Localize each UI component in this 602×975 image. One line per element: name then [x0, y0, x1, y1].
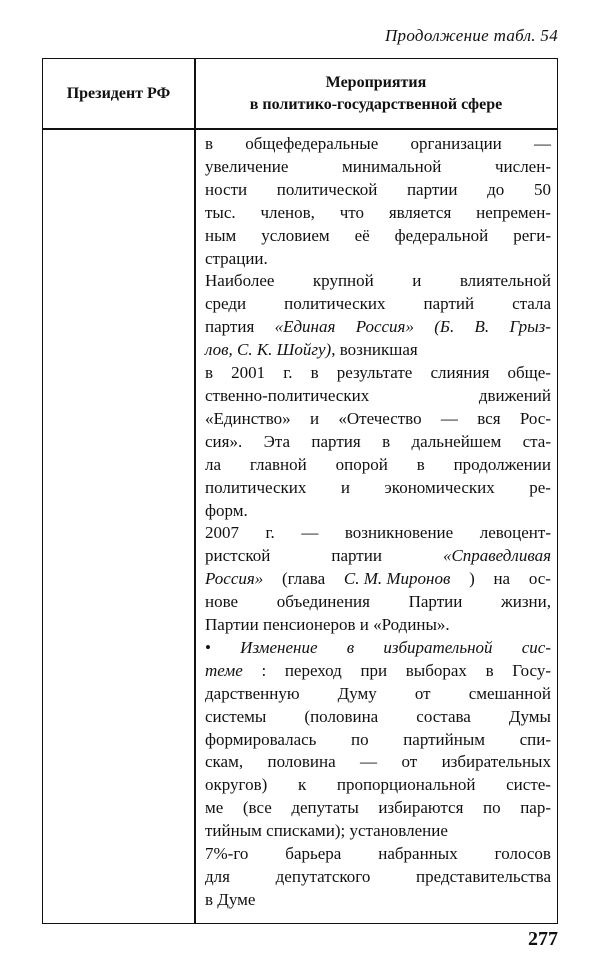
text-segment: 7%-го: [205, 844, 249, 864]
text-segment: теме: [205, 660, 243, 680]
page-number: 277: [528, 928, 558, 950]
text-segment: скам,: [205, 752, 244, 772]
text-segment: общефедеральные: [245, 134, 379, 153]
text-segment: , возникшая: [331, 340, 418, 360]
text-line: [205, 545, 551, 568]
text-segment: по: [483, 798, 501, 818]
text-segment: дальнейшем: [411, 431, 502, 451]
text-segment: :: [261, 660, 267, 680]
text-segment: тийным списками); установление: [205, 821, 448, 841]
text-segment: в: [205, 363, 214, 383]
text-segment: до: [487, 179, 505, 199]
text-segment: пропорциональной: [336, 775, 476, 795]
text-segment: Грыз-: [509, 317, 551, 337]
text-segment: организации: [410, 134, 502, 153]
text-segment: сия».: [205, 431, 243, 451]
text-line: [205, 454, 551, 477]
text-segment: Рос-: [519, 408, 551, 428]
text-line: [205, 133, 551, 156]
text-segment: (Б.: [434, 317, 455, 337]
text-line: [205, 179, 551, 202]
text-segment: 50: [533, 179, 551, 199]
text-segment: экономических: [384, 477, 495, 497]
text-segment: спи-: [519, 729, 551, 749]
text-segment: голосов: [494, 844, 551, 864]
text-segment: слияния: [430, 363, 490, 383]
text-segment: числен-: [495, 156, 551, 176]
text-line: [205, 477, 551, 500]
text-line: [205, 431, 551, 454]
text-segment: лов, С. К. Шойгу): [205, 340, 332, 360]
text-segment: реги-: [513, 225, 551, 245]
text-line: [205, 889, 551, 912]
text-line: [205, 408, 551, 431]
text-segment: в Думе: [205, 889, 256, 909]
text-segment: страции.: [205, 248, 268, 268]
text-segment: и: [412, 271, 422, 291]
text-segment: —: [440, 408, 458, 428]
text-segment: что: [339, 202, 364, 222]
text-segment: политических: [205, 477, 307, 497]
text-segment: от: [401, 752, 418, 772]
text-segment: Госу-: [512, 660, 551, 680]
text-line: [205, 339, 551, 362]
header-measures-line2: в политико-государственной сфере: [249, 95, 503, 113]
text-segment: избирательной: [383, 637, 493, 657]
text-segment: В.: [474, 317, 490, 337]
table-54: [42, 58, 558, 924]
text-segment: набранных: [378, 844, 458, 864]
text-segment: стала: [512, 294, 551, 314]
text-segment: политических: [284, 294, 386, 314]
text-line: [205, 866, 551, 889]
text-segment: ным: [205, 225, 237, 245]
text-line: [205, 774, 551, 797]
text-segment: в: [485, 660, 494, 680]
text-segment: (половина: [304, 706, 379, 726]
text-segment: непремен-: [476, 202, 551, 222]
text-line: [205, 270, 551, 293]
text-segment: «Единая: [274, 317, 336, 337]
text-segment: продолжении: [453, 454, 551, 474]
text-segment: в: [346, 637, 355, 657]
text-line: [205, 591, 551, 614]
text-segment: Эта: [263, 431, 291, 451]
text-segment: «Отечество: [338, 408, 422, 428]
text-segment: при: [360, 660, 388, 680]
text-segment: партии: [331, 546, 382, 566]
text-segment: минимальной: [342, 156, 442, 176]
text-segment: результате: [336, 363, 413, 383]
text-segment: тыс.: [205, 202, 236, 222]
text-segment: политической: [276, 179, 378, 199]
text-line: [205, 225, 551, 248]
text-segment: смешанной: [468, 683, 551, 703]
text-line: [205, 500, 551, 523]
text-segment: переход: [284, 660, 342, 680]
text-segment: к: [297, 775, 307, 795]
text-segment: —: [534, 134, 551, 153]
text-segment: ла: [205, 454, 222, 474]
text-segment: (все: [242, 798, 272, 818]
text-segment: барьера: [285, 844, 342, 864]
text-segment: «Справедливая: [442, 546, 551, 566]
text-segment: выборах: [405, 660, 467, 680]
text-line: [205, 522, 551, 545]
text-segment: среди: [205, 294, 247, 314]
text-segment: сис-: [521, 637, 551, 657]
text-segment: г.: [283, 363, 293, 383]
measures-cell-text: [205, 133, 551, 912]
text-segment: является: [388, 202, 452, 222]
text-line: [205, 729, 551, 752]
text-segment: избираются: [378, 798, 464, 818]
text-segment: (глава: [281, 569, 326, 589]
header-measures: [195, 59, 557, 128]
text-segment: влиятельной: [459, 271, 551, 291]
text-line: [205, 156, 551, 179]
text-line: [205, 248, 551, 271]
text-segment: депутатского: [275, 867, 371, 886]
text-segment: возникновение: [344, 523, 454, 543]
text-segment: ре-: [529, 477, 551, 497]
text-line: [205, 362, 551, 385]
header-president: Президент РФ: [66, 84, 171, 102]
text-segment: представительства: [416, 867, 551, 886]
text-segment: форм.: [205, 500, 248, 520]
table-caption: Продолжение табл. 54: [384, 26, 558, 45]
text-line: [205, 706, 551, 729]
text-line: [205, 316, 551, 339]
text-segment: ристской: [205, 546, 271, 566]
text-segment: формировалась: [205, 729, 317, 749]
text-line: [205, 843, 551, 866]
text-segment: от: [414, 683, 431, 703]
text-line: [205, 637, 551, 660]
text-line: [205, 683, 551, 706]
text-segment: ме: [205, 798, 224, 818]
text-segment: —: [301, 523, 319, 543]
text-segment: условием: [261, 225, 330, 245]
text-segment: для: [205, 867, 230, 886]
text-line: [205, 385, 551, 408]
text-segment: по: [351, 729, 369, 749]
text-line: [205, 751, 551, 774]
text-segment: в: [205, 134, 214, 153]
text-segment: С. М. Миронов: [343, 569, 451, 589]
text-segment: членов,: [260, 202, 315, 222]
text-segment: партии: [406, 179, 458, 199]
text-segment: Наиболее: [205, 271, 275, 291]
text-segment: систе-: [506, 775, 551, 795]
text-segment: в: [416, 454, 425, 474]
text-line: [205, 797, 551, 820]
header-divider: [43, 128, 557, 130]
text-segment: обще-: [507, 363, 551, 383]
text-segment: увеличение: [205, 156, 289, 176]
text-line: [205, 568, 551, 591]
text-segment: депутаты: [291, 798, 359, 818]
text-segment: Россия»: [205, 569, 264, 589]
text-line: [205, 293, 551, 316]
text-segment: системы: [205, 706, 267, 726]
text-segment: движений: [478, 385, 551, 405]
text-segment: дарственную: [205, 683, 300, 703]
text-segment: состава: [416, 706, 471, 726]
text-segment: левоцент-: [479, 523, 551, 543]
text-segment: 2007: [205, 523, 239, 543]
text-segment: нове: [205, 592, 239, 612]
text-segment: партийным: [403, 729, 486, 749]
text-segment: объединения: [276, 592, 370, 612]
text-segment: её: [354, 225, 370, 245]
column-divider: [194, 59, 196, 923]
text-segment: ос-: [528, 569, 551, 589]
text-segment: —: [360, 752, 378, 772]
text-segment: жизни,: [500, 592, 551, 612]
text-segment: в: [310, 363, 319, 383]
text-segment: Партии: [408, 592, 463, 612]
text-segment: и: [340, 477, 351, 497]
text-segment: Партии пенсионеров и «Родины».: [205, 615, 450, 635]
text-segment: ственно-политических: [205, 385, 370, 405]
text-segment: ности: [205, 179, 248, 199]
text-segment: половина: [267, 752, 336, 772]
text-line: [205, 820, 551, 843]
text-segment: крупной: [312, 271, 374, 291]
text-segment: федеральной: [394, 225, 489, 245]
text-segment: партия: [205, 317, 255, 337]
text-segment: 2001: [231, 363, 266, 383]
text-line: [205, 660, 551, 683]
text-segment: избирательных: [441, 752, 551, 772]
text-line: [205, 614, 551, 637]
header-measures-line1: Мероприятия: [325, 73, 427, 91]
text-segment: на: [493, 569, 511, 589]
text-segment: «Единство»: [205, 408, 291, 428]
text-segment: ста-: [522, 431, 551, 451]
text-segment: округов): [205, 775, 268, 795]
text-segment: пар-: [520, 798, 551, 818]
text-segment: в: [382, 431, 391, 451]
text-segment: Думы: [508, 706, 551, 726]
text-segment: партий: [423, 294, 475, 314]
text-segment: г.: [265, 523, 275, 543]
text-segment: Думу: [337, 683, 377, 703]
text-segment: партия: [311, 431, 361, 451]
text-line: [205, 202, 551, 225]
text-segment: •: [205, 637, 211, 657]
text-segment: Россия»: [355, 317, 414, 337]
text-segment: главной: [249, 454, 307, 474]
text-segment: вся: [477, 408, 501, 428]
text-segment: ): [469, 569, 475, 589]
text-segment: и: [309, 408, 320, 428]
text-segment: опорой: [335, 454, 388, 474]
text-segment: Изменение: [240, 637, 318, 657]
